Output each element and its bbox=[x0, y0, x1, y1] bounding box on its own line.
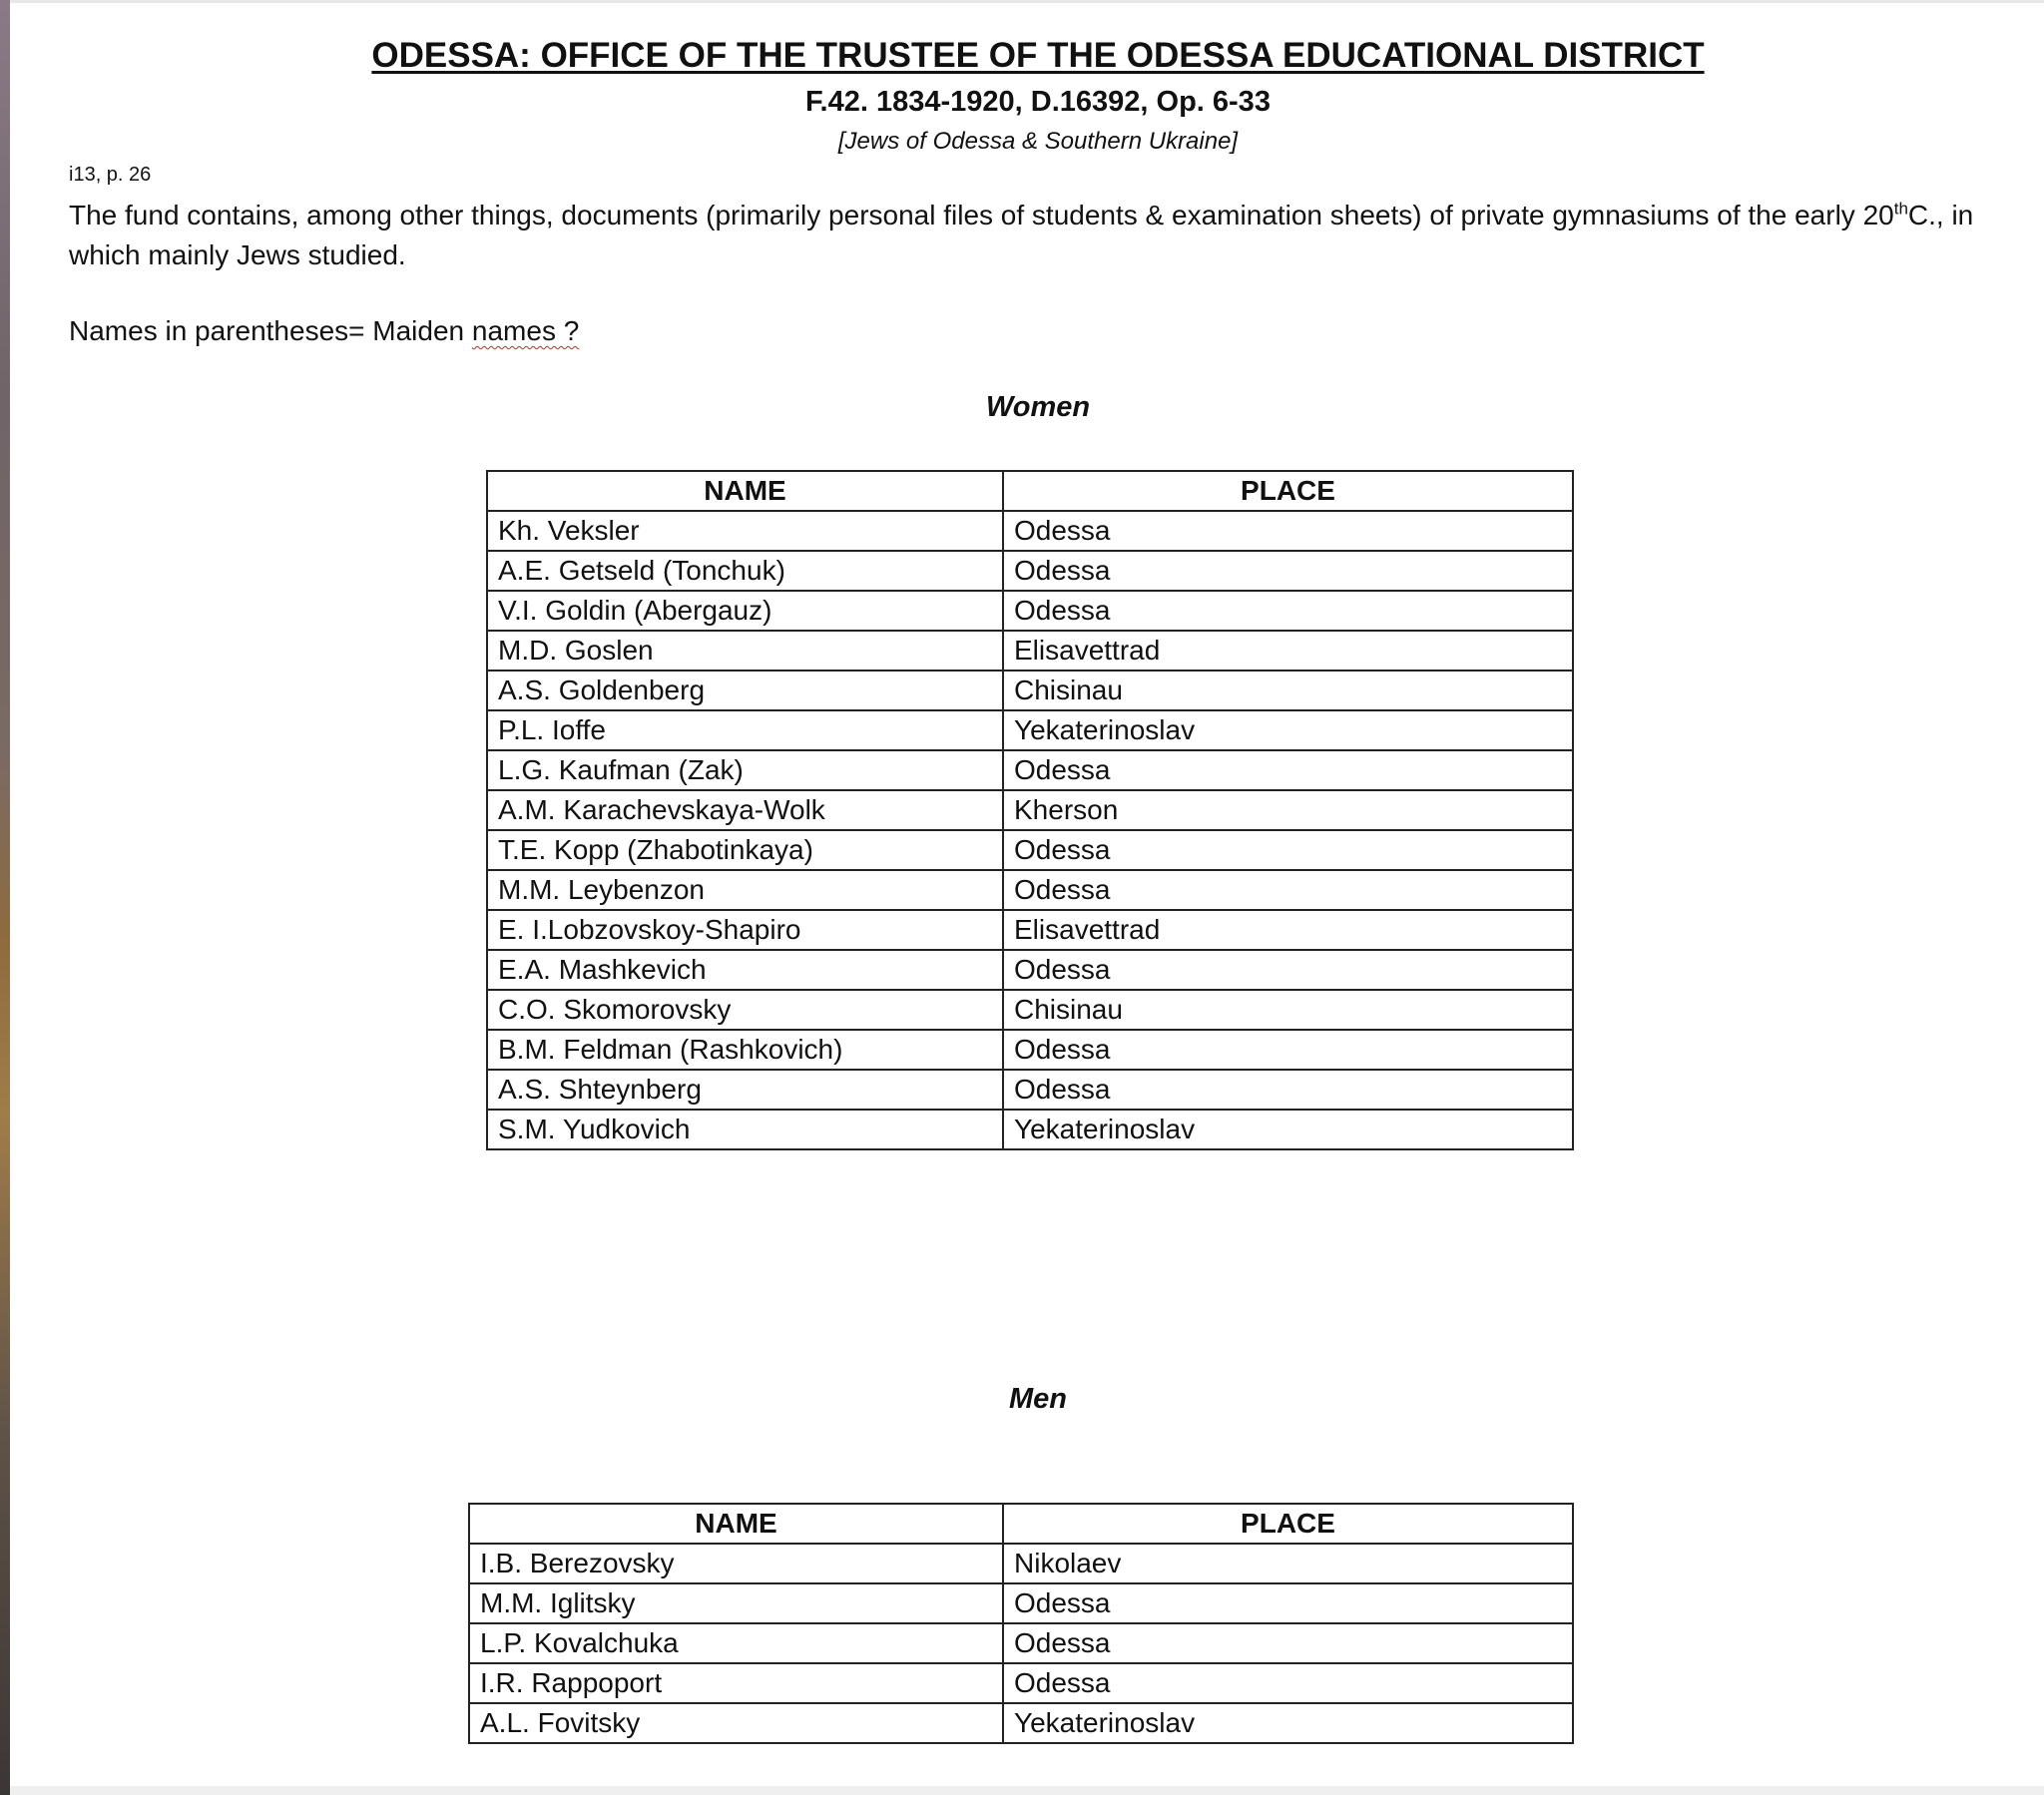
place-cell: Elisavettrad bbox=[1003, 910, 1573, 950]
name-cell: A.S. Goldenberg bbox=[487, 671, 1003, 710]
table-row bbox=[487, 1110, 1573, 1149]
name-cell: Kh. Veksler bbox=[487, 511, 1003, 551]
maiden-names-note bbox=[69, 315, 579, 347]
table-row bbox=[469, 1623, 1573, 1663]
table-row bbox=[487, 750, 1573, 790]
table-row bbox=[487, 551, 1573, 591]
note-text: Names in parentheses= Maiden bbox=[69, 315, 472, 346]
table-row bbox=[469, 1703, 1573, 1743]
name-column-header: NAME bbox=[487, 471, 1003, 511]
place-cell: Chisinau bbox=[1003, 671, 1573, 710]
name-cell: T.E. Kopp (Zhabotinkaya) bbox=[487, 830, 1003, 870]
table-row bbox=[469, 1663, 1573, 1703]
name-cell: A.E. Getseld (Tonchuk) bbox=[487, 551, 1003, 591]
place-cell: Odessa bbox=[1003, 591, 1573, 631]
description-superscript: th bbox=[1893, 199, 1908, 219]
place-cell: Elisavettrad bbox=[1003, 631, 1573, 671]
place-column-header: PLACE bbox=[1003, 471, 1573, 511]
table-row bbox=[487, 631, 1573, 671]
name-cell: I.R. Rappoport bbox=[469, 1663, 1003, 1703]
name-cell: I.B. Berezovsky bbox=[469, 1544, 1003, 1583]
document-subtitle: F.42. 1834-1920, D.16392, Op. 6-33 bbox=[805, 86, 1271, 118]
table-row bbox=[487, 671, 1573, 710]
description-text-end: C., in which mainly Jews studied. bbox=[69, 200, 1974, 270]
place-cell: Odessa bbox=[1003, 750, 1573, 790]
document-page bbox=[10, 0, 2044, 1786]
place-cell: Odessa bbox=[1003, 1663, 1573, 1703]
place-cell: Odessa bbox=[1003, 1623, 1573, 1663]
table-row bbox=[469, 1544, 1573, 1583]
place-cell: Yekaterinoslav bbox=[1003, 1703, 1573, 1743]
place-cell: Odessa bbox=[1003, 511, 1573, 551]
name-cell: B.M. Feldman (Rashkovich) bbox=[487, 1030, 1003, 1070]
document-title: ODESSA: OFFICE OF THE TRUSTEE OF THE ODESSA EDUCATIONAL DISTRICT bbox=[371, 36, 1705, 75]
window-bottom-edge bbox=[10, 1786, 2044, 1795]
table-row bbox=[469, 1583, 1573, 1623]
table-header-row bbox=[487, 471, 1573, 511]
table-row bbox=[487, 1030, 1573, 1070]
place-cell: Odessa bbox=[1003, 551, 1573, 591]
document-source: [Jews of Odessa & Southern Ukraine] bbox=[837, 128, 1239, 155]
name-cell: M.M. Leybenzon bbox=[487, 870, 1003, 910]
name-cell: E.A. Mashkevich bbox=[487, 950, 1003, 990]
name-cell: A.L. Fovitsky bbox=[469, 1703, 1003, 1743]
note-flagged-word: names ? bbox=[471, 315, 580, 346]
table-row bbox=[487, 790, 1573, 830]
table-row bbox=[487, 990, 1573, 1030]
place-cell: Odessa bbox=[1003, 950, 1573, 990]
place-cell: Odessa bbox=[1003, 1583, 1573, 1623]
table-header-row bbox=[469, 1504, 1573, 1544]
place-cell: Kherson bbox=[1003, 790, 1573, 830]
women-table-body bbox=[487, 511, 1573, 1149]
description-text: The fund contains, among other things, documents (primarily personal files of students & examination sheets) of private gymnasiums of the early 20 bbox=[69, 200, 1894, 230]
place-cell: Odessa bbox=[1003, 1030, 1573, 1070]
name-cell: C.O. Skomorovsky bbox=[487, 990, 1003, 1030]
table-row bbox=[487, 591, 1573, 631]
name-cell: S.M. Yudkovich bbox=[487, 1110, 1003, 1149]
name-cell: L.P. Kovalchuka bbox=[469, 1623, 1003, 1663]
desktop-background-strip bbox=[0, 0, 10, 1795]
place-cell: Odessa bbox=[1003, 870, 1573, 910]
name-cell: M.M. Iglitsky bbox=[469, 1583, 1003, 1623]
women-section-label: Women bbox=[985, 391, 1091, 423]
men-table-body bbox=[469, 1544, 1573, 1743]
men-section-label: Men bbox=[1009, 1383, 1067, 1415]
name-cell: V.I. Goldin (Abergauz) bbox=[487, 591, 1003, 631]
table-row bbox=[487, 910, 1573, 950]
table-row bbox=[487, 1070, 1573, 1110]
name-cell: A.M. Karachevskaya-Wolk bbox=[487, 790, 1003, 830]
name-cell: P.L. Ioffe bbox=[487, 710, 1003, 750]
table-row bbox=[487, 710, 1573, 750]
women-table bbox=[486, 470, 1574, 1150]
name-column-header: NAME bbox=[469, 1504, 1003, 1544]
place-cell: Yekaterinoslav bbox=[1003, 1110, 1573, 1149]
place-cell: Odessa bbox=[1003, 830, 1573, 870]
document-description bbox=[69, 196, 2025, 275]
name-cell: A.S. Shteynberg bbox=[487, 1070, 1003, 1110]
table-row bbox=[487, 830, 1573, 870]
table-row bbox=[487, 511, 1573, 551]
document-reference: i13, p. 26 bbox=[69, 164, 152, 186]
place-column-header: PLACE bbox=[1003, 1504, 1573, 1544]
place-cell: Nikolaev bbox=[1003, 1544, 1573, 1583]
place-cell: Odessa bbox=[1003, 1070, 1573, 1110]
name-cell: E. I.Lobzovskoy-Shapiro bbox=[487, 910, 1003, 950]
men-table bbox=[468, 1503, 1574, 1744]
place-cell: Chisinau bbox=[1003, 990, 1573, 1030]
name-cell: M.D. Goslen bbox=[487, 631, 1003, 671]
table-row bbox=[487, 870, 1573, 910]
table-row bbox=[487, 950, 1573, 990]
name-cell: L.G. Kaufman (Zak) bbox=[487, 750, 1003, 790]
place-cell: Yekaterinoslav bbox=[1003, 710, 1573, 750]
